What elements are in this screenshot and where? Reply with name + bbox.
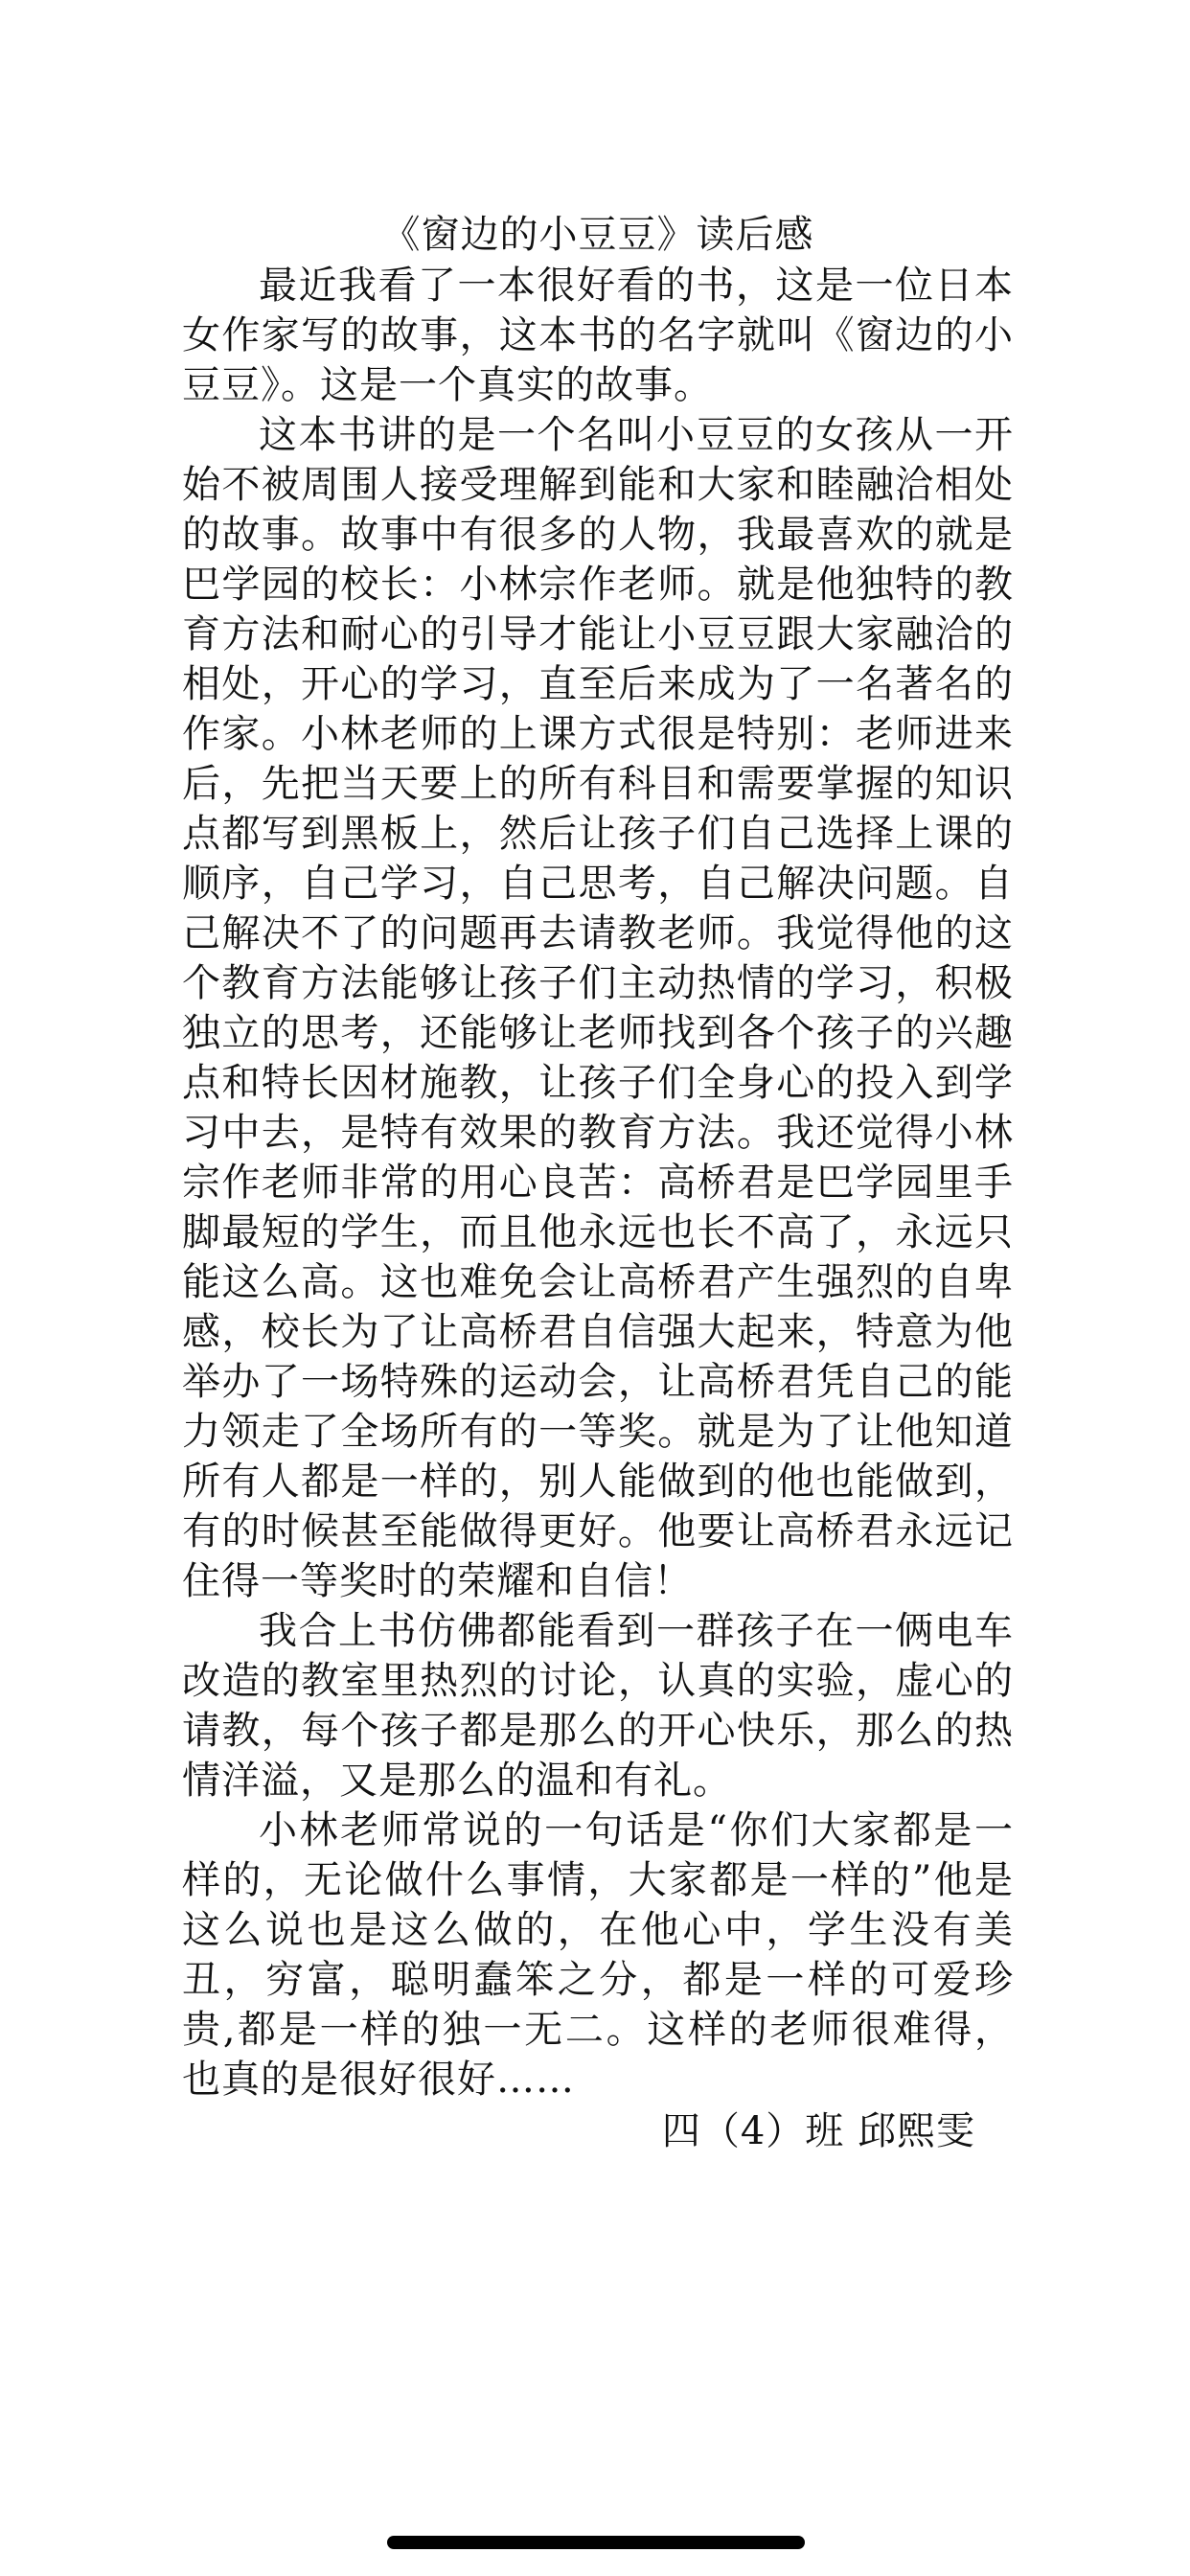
essay-paragraph-1: 最近我看了一本很好看的书，这是一位日本女作家写的故事，这本书的名字就叫《窗边的小豆豆》。这是一个真实的故事。 bbox=[182, 264, 1014, 407]
home-indicator[interactable] bbox=[387, 2536, 805, 2549]
essay-document bbox=[182, 209, 1014, 2156]
author-signature: 四（4）班 邱熙雯 bbox=[661, 2109, 975, 2153]
essay-paragraph-4: 小林老师常说的一句话是“你们大家都是一样的，无论做什么事情，大家都是一样的”他是这么说也是这么做的，在他心中，学生没有美丑，穷富，聪明蠢笨之分，都是一样的可爱珍贵,都是一样的独一无二。这样的老师很难得，也真的是很好很好…… bbox=[182, 1808, 1014, 2102]
essay-title: 《窗边的小豆豆》读后感 bbox=[381, 213, 814, 257]
essay-paragraph-3: 我合上书仿佛都能看到一群孩子在一俩电车改造的教室里热烈的讨论，认真的实验，虚心的请教，每个孩子都是那么的开心快乐，那么的热情洋溢，又是那么的温和有礼。 bbox=[182, 1609, 1014, 1803]
essay-paragraph-2: 这本书讲的是一个名叫小豆豆的女孩从一开始不被周围人接受理解到能和大家和睦融洽相处的故事。故事中有很多的人物，我最喜欢的就是巴学园的校长：小林宗作老师。就是他独特的教育方法和耐心的引导才能让小豆豆跟大家融洽的相处，开心的学习，直至后来成为了一名著名的作家。小林老师的上课方式很是特别：老师进来后，先把当天要上的所有科目和需要掌握的知识点都写到黑板上，然后让孩子们自己选择上课的顺序，自己学习，自己思考，自己解决问题。自己解决不了的问题再去请教老师。我觉得他的这个教育方法能够让孩子们主动热情的学习，积极独立的思考，还能够让老师找到各个孩子的兴趣点和特长因材施教，让孩子们全身心的投入到学习中去，是特有效果的教育方法。我还觉得小林宗作老师非常的用心良苦：高桥君是巴学园里手脚最短的学生，而且他永远也长不高了，永远只能这么高。这也难免会让高桥君产生强烈的自卑感，校长为了让高桥君自信强大起来，特意为他举办了一场特殊的运动会，让高桥君凭自己的能力领走了全场所有的一等奖。就是为了让他知道所有人都是一样的，别人能做到的他也能做到，有的时候甚至能做得更好。他要让高桥君永远记住得一等奖时的荣耀和自信！ bbox=[182, 413, 1014, 1603]
